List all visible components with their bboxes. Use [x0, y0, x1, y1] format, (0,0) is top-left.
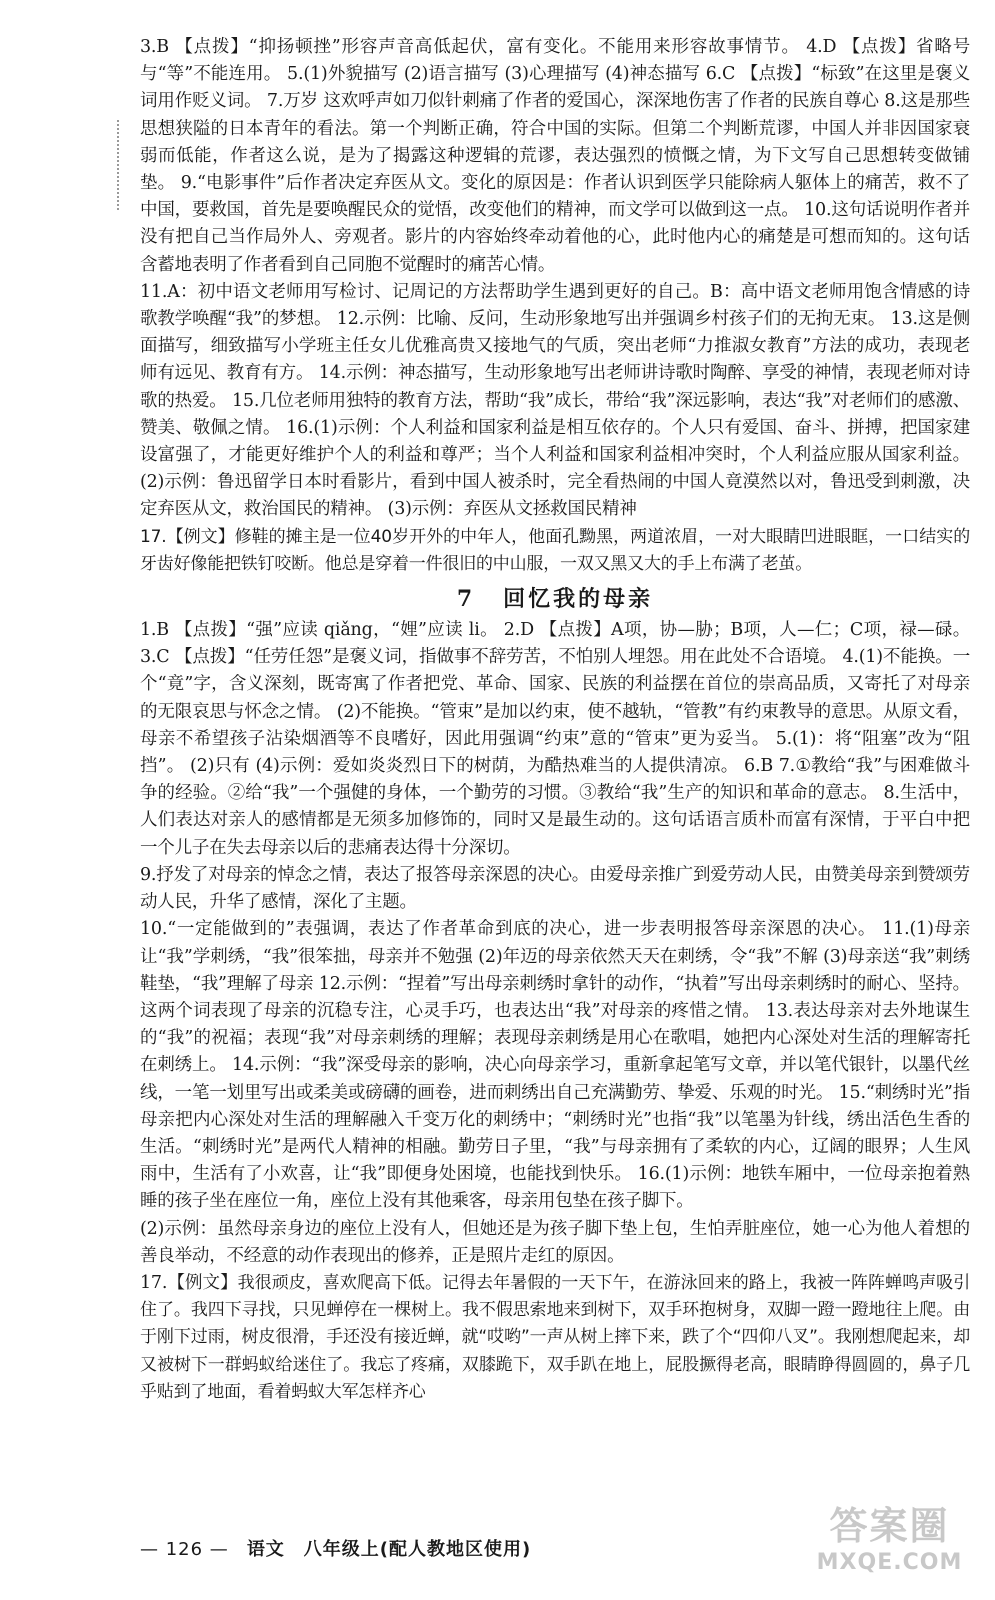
page-number: — 126 — [140, 1539, 229, 1560]
section-title [140, 582, 970, 613]
section6-essay-17: 17.【例文】修鞋的摊主是一位40岁开外的中年人，他面孔黝黑，两道浓眉，一对大眼睛凹进眼眶，一口结实的牙齿好像能把铁钉咬断。他总是穿着一件很旧的中山服，一双又黑又大的手上布满了老茧。 [140, 526, 970, 574]
answer-page [140, 34, 970, 1406]
page-footer [140, 1535, 531, 1561]
essay-body: 我很顽皮，喜欢爬高下低。记得去年暑假的一天下午，在游泳回来的路上，我被一阵阵蝉鸣声吸引住了。我四下寻找，只见蝉停在一棵树上。我不假思索地来到树下，双手环抱树身，双脚一蹬一蹬地往上爬。由于刚下过雨，树皮很滑，手还没有接近蝉，就“哎哟”一声从树上摔下来，跌了个“四仰八叉”。我刚想爬起来，却又被树下一群蚂蚁给迷住了。我忘了疼痛，双膝跪下，双手趴在地上，屁股撅得老高，眼睛睁得圆圆的，鼻子几乎贴到了地面，看着蚂蚁大军怎样齐心 [140, 1272, 970, 1402]
watermark-logo [802, 1502, 977, 1586]
section-title-text: 回忆我的母亲 [503, 586, 654, 613]
section6-answers: 3.B 【点拨】“抑扬顿挫”形容声音高低起伏，富有变化。不能用来形容故事情节。 4.D 【点拨】省略号与“等”不能连用。 5.(1)外貌描写 (2)语言描写 (3)心理描写 (4)神态描写 6.C 【点拨】“标致”在这里是褒义词用作贬义词。 7.万岁 这欢呼声如刀似针刺痛了作者的爱国心，深深地伤害了作者的民族自尊心 8.这是那些思想狭隘的日本青年的看法。第一个判断正确，符合中国的实际。但第二个判断荒谬，中国人并非因国家衰弱而低能，作者这么说，是为了揭露这种逻辑的荒谬，表达强烈的愤慨之情，为下文写自己思想转变做铺垫。 9.“电影事件”后作者决定弃医从文。变化的原因是：作者认识到医学只能除病人躯体上的痛苦，救不了中国，要救国，首先是要唤醒民众的觉悟，改变他们的精神，而文学可以做到这一点。 10.这句话说明作者并没有把自己当作局外人、旁观者。影片的内容始终牵动着他的心，此时他内心的痛楚是可想而知的。这句话含蓄地表明了作者看到自己同胞不觉醒时的痛苦心情。 [140, 37, 970, 275]
section7-answer-9: 9.抒发了对母亲的悼念之情，表达了报答母亲深恩的决心。由爱母亲推广到爱劳动人民，由赞美母亲到赞颂劳动人民，升华了感情，深化了主题。 [140, 864, 970, 913]
section7-answer-16-2: (2)示例：虽然母亲身边的座位上没有人，但她还是为孩子脚下垫上包，生怕弄脏座位，她一心为他人着想的善良举动，不经意的动作表现出的修养，正是照片走红的原因。 [140, 1218, 970, 1266]
section7-essay-17 [140, 1270, 970, 1406]
essay-label: 17.【例文】 [140, 1272, 238, 1293]
section-number: 7 [456, 586, 476, 613]
section6-answers-11-16: 11.A：初中语文老师用写检讨、记周记的方法帮助学生遇到更好的自己。B：高中语文老师用饱含情感的诗歌教学唤醒“我”的梦想。 12.示例：比喻、反问，生动形象地写出并强调乡村孩子们的无拘无束。 13.这是侧面描写，细致描写小学班主任女儿优雅高贵又接地气的气质，突出老师“力推淑女教育”方法的成功，表现老师有远见、教育有方。 14.示例：神态描写，生动形象地写出老师讲诗歌时陶醉、享受的神情，表现老师对诗歌的热爱。 15.几位老师用独特的教育方法，帮助“我”成长，带给“我”深远影响，表达“我”对老师们的感激、赞美、敬佩之情。 16.(1)示例：个人利益和国家利益是相互依存的。个人只有爱国、奋斗、拼搏，把国家建设富强了，才能更好维护个人的利益和尊严；当个人利益和国家利益相冲突时，个人利益应服从国家利益。 (2)示例：鲁迅留学日本时看影片，看到中国人被杀时，完全看热闹的中国人竟漠然以对，鲁迅受到刺激，决定弃医从文，救治国民的精神。 (3)示例：弃医从文拯救国民精神 [140, 281, 970, 520]
footer-book-title: 语文 八年级上(配人教地区使用) [246, 1539, 532, 1560]
watermark-main: 答案圈 [829, 1504, 950, 1548]
section7-answers-1-8: 1.B 【点拨】“强”应读 qiǎng，“娌”应读 li。 2.D 【点拨】A项，协—胁；B项，人—仁；C项，禄—碌。 3.C 【点拨】“任劳任怨”是褒义词，指做事不辞劳苦，不怕别人埋怨。用在此处不合语境。 4.(1)不能换。一个“竟”字，含义深刻，既寄寓了作者把党、革命、国家、民族的利益摆在首位的崇高品质，又寄托了对母亲的无限哀思与怀念之情。 (2)不能换。“管束”是加以约束，使不越轨，“管教”有约束教导的意思。从原文看，母亲不希望孩子沾染烟酒等不良嗜好，因此用强调“约束”意的“管束”更为妥当。 5.(1)：将“阻塞”改为“阻挡”。 (2)只有 (4)示例：爱如炎炎烈日下的树荫，为酷热难当的人提供清凉。 6.B 7.①教给“我”与困难做斗争的经验。②给“我”一个强健的身体，一个勤劳的习惯。③教给“我”生产的知识和革命的意志。 8.生活中，人们表达对亲人的感情都是无须多加修饰的，同时又是最生动的。这句话语言质朴而富有深情，于平白中把一个儿子在失去母亲以后的悲痛表达得十分深切。 [140, 620, 970, 858]
margin-decoration [117, 120, 122, 210]
section7-answers-10-16: 10.“一定能做到的”表强调，表达了作者革命到底的决心，进一步表明报答母亲深恩的决心。 11.(1)母亲让“我”学刺绣，“我”很笨拙，母亲并不勉强 (2)年迈的母亲依然天天在刺绣，令“我”不解 (3)母亲送“我”刺绣鞋垫，“我”理解了母亲 12.示例：“捏着”写出母亲刺绣时拿针的动作，“执着”写出母亲刺绣时的耐心、坚持。这两个词表现了母亲的沉稳专注，心灵手巧，也表达出“我”对母亲的疼惜之情。 13.表达母亲对去外地谋生的“我”的祝福；表现“我”对母亲刺绣的理解；表现母亲刺绣是用心在歌唱，她把内心深处对生活的理解寄托在刺绣上。 14.示例：“我”深受母亲的影响，决心向母亲学习，重新拿起笔写文章，并以笔代银针，以墨代丝线，一笔一划里写出或柔美或磅礴的画卷，进而刺绣出自己充满勤劳、挚爱、乐观的时光。 15.“刺绣时光”指母亲把内心深处对生活的理解融入千变万化的刺绣中；“刺绣时光”也指“我”以笔墨为针线，绣出活色生香的生活。“刺绣时光”是两代人精神的相融。勤劳日子里，“我”与母亲拥有了柔软的内心，辽阔的眼界；人生风雨中，生活有了小欢喜，让“我”即便身处困境，也能找到快乐。 16.(1)示例：地铁车厢中，一位母亲抱着熟睡的孩子坐在座位一角，座位上没有其他乘客，母亲用包垫在孩子脚下。 [140, 919, 970, 1212]
watermark-sub: MXQE.COM [816, 1550, 963, 1575]
